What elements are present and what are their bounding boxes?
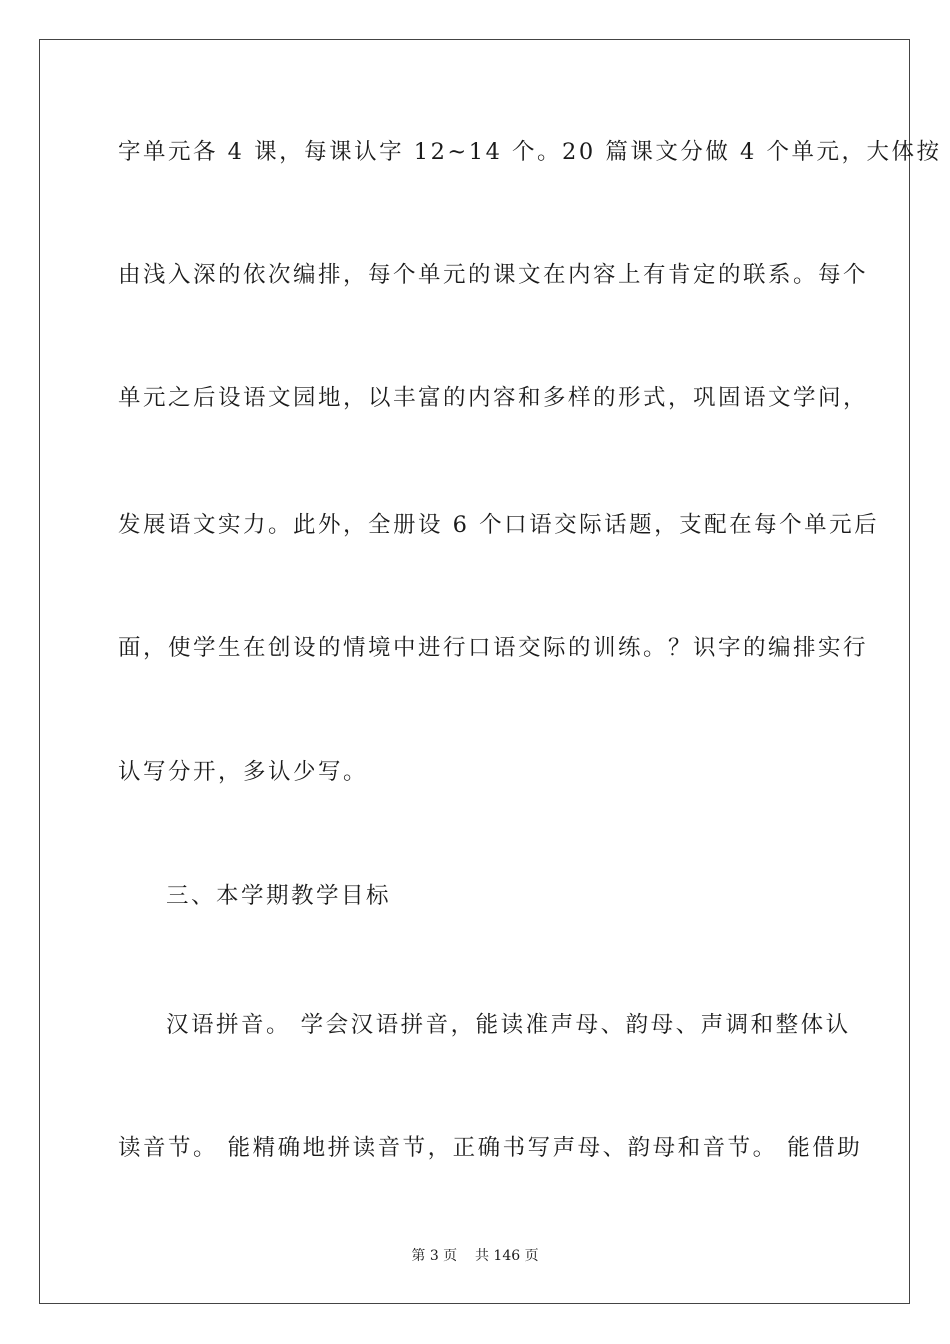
body-text-line: 面，使学生在创设的情境中进行口语交际的训练。？识字的编排实行 [118,635,869,661]
body-text-line: 认写分开，多认少写。 [118,759,369,785]
body-text-line: 字单元各 4 课，每课认字 12~14 个。20 篇课文分做 4 个单元，大体按 [118,139,942,165]
body-text-line: 汉语拼音。 学会汉语拼音，能读准声母、韵母、声调和整体认 [166,1012,851,1038]
body-text-line: 发展语文实力。此外，全册设 6 个口语交际话题，支配在每个单元后 [118,512,880,538]
page-number-footer: 第 3 页 共 146 页 [411,1248,539,1264]
section-heading: 三、本学期教学目标 [166,883,392,909]
body-text-line: 由浅入深的依次编排，每个单元的课文在内容上有肯定的联系。每个 [118,262,869,288]
page-border [39,39,942,1304]
body-text-line: 读音节。 能精确地拼读音节，正确书写声母、韵母和音节。 能借助 [118,1135,863,1161]
body-text-line: 单元之后设语文园地，以丰富的内容和多样的形式，巩固语文学问， [118,385,869,411]
